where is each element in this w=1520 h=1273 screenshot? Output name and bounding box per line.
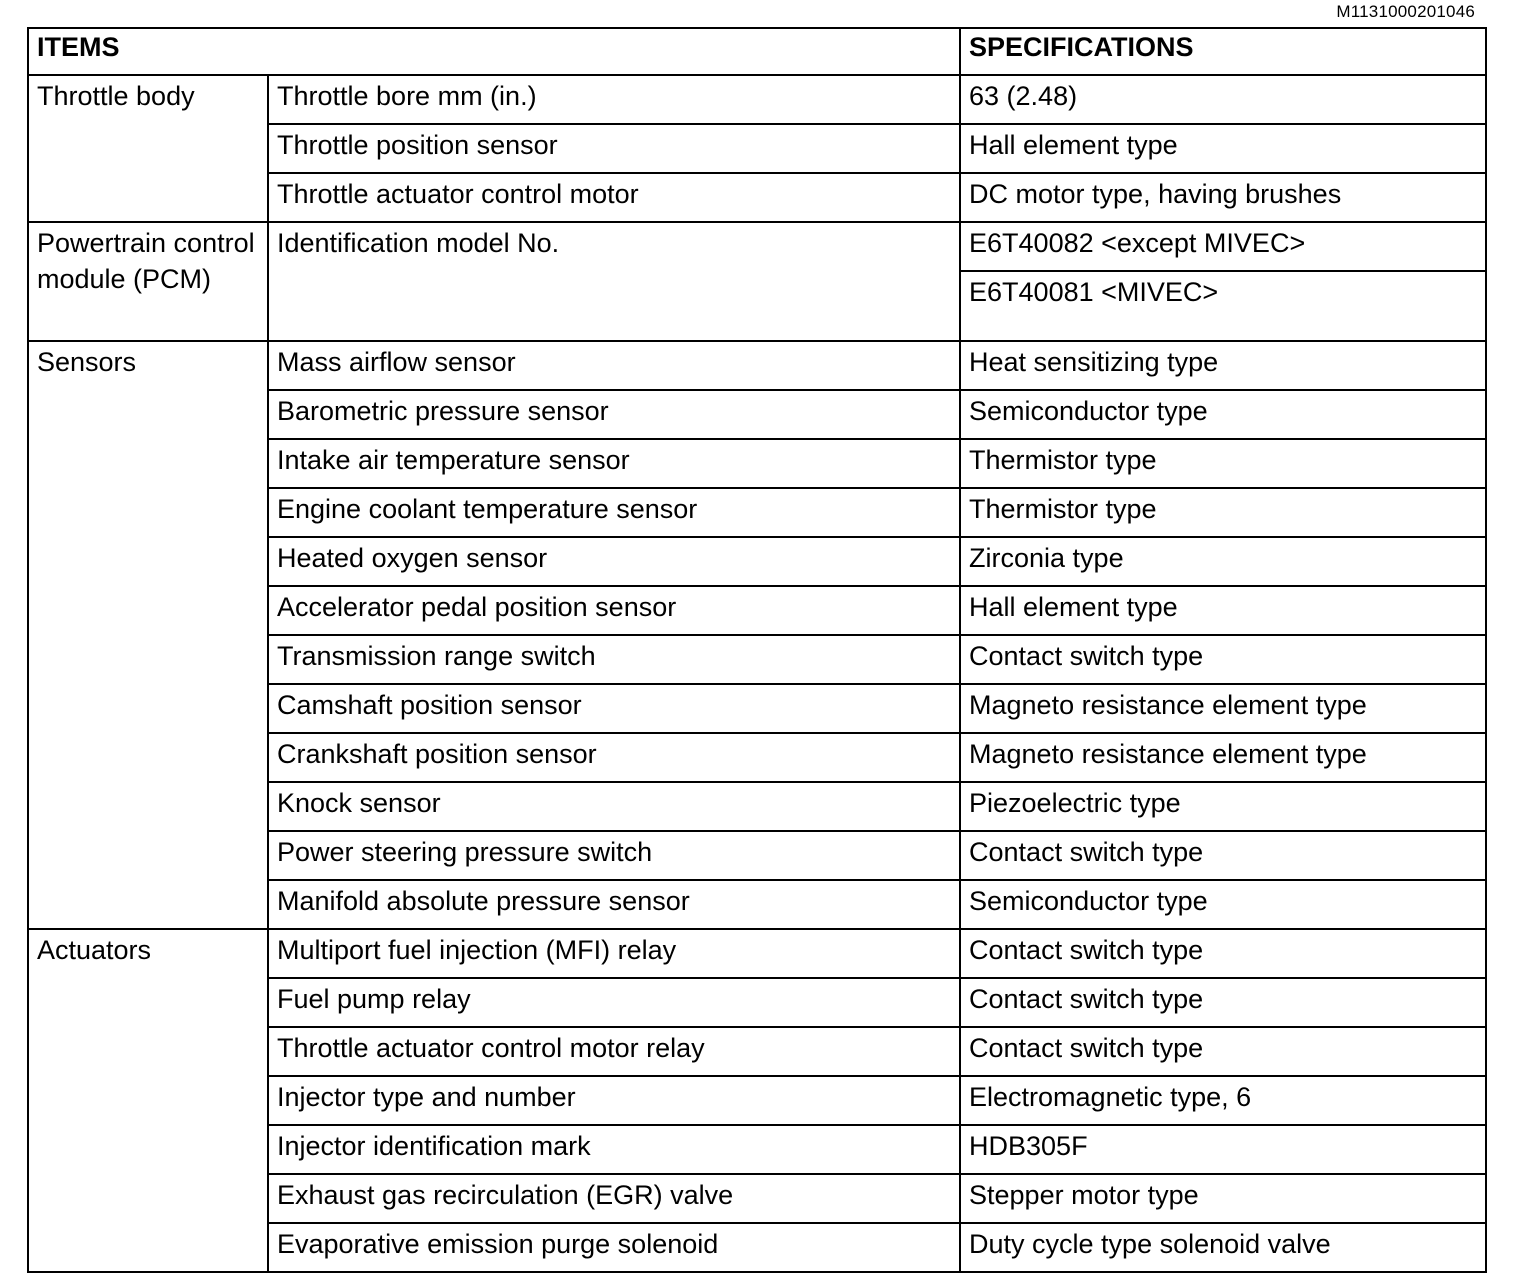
spec-cell: Hall element type — [960, 124, 1486, 173]
table-row — [28, 929, 1486, 978]
item-cell: Engine coolant temperature sensor — [268, 488, 960, 537]
spec-cell: 63 (2.48) — [960, 75, 1486, 124]
group-sensors: Sensors — [28, 341, 268, 929]
item-cell: Intake air temperature sensor — [268, 439, 960, 488]
item-cell: Throttle bore mm (in.) — [268, 75, 960, 124]
item-cell: Identification model No. — [268, 222, 960, 341]
spec-cell: Magneto resistance element type — [960, 684, 1486, 733]
spec-cell: E6T40081 <MIVEC> — [960, 271, 1486, 341]
item-cell: Throttle position sensor — [268, 124, 960, 173]
table-row — [28, 222, 1486, 271]
item-cell: Power steering pressure switch — [268, 831, 960, 880]
spec-cell: Contact switch type — [960, 635, 1486, 684]
specifications-table — [27, 27, 1487, 1273]
spec-cell: HDB305F — [960, 1125, 1486, 1174]
item-cell: Evaporative emission purge solenoid — [268, 1223, 960, 1272]
specifications-header: SPECIFICATIONS — [960, 28, 1486, 75]
document-id: M1131000201046 — [1336, 2, 1475, 21]
spec-cell: Piezoelectric type — [960, 782, 1486, 831]
spec-cell: Magneto resistance element type — [960, 733, 1486, 782]
item-cell: Knock sensor — [268, 782, 960, 831]
table-header-row — [28, 28, 1486, 75]
spec-cell: Contact switch type — [960, 831, 1486, 880]
item-cell: Injector type and number — [268, 1076, 960, 1125]
spec-cell: E6T40082 <except MIVEC> — [960, 222, 1486, 271]
spec-cell: Contact switch type — [960, 929, 1486, 978]
item-cell: Exhaust gas recirculation (EGR) valve — [268, 1174, 960, 1223]
item-cell: Throttle actuator control motor relay — [268, 1027, 960, 1076]
spec-cell: Semiconductor type — [960, 880, 1486, 929]
spec-cell: Hall element type — [960, 586, 1486, 635]
group-actuators: Actuators — [28, 929, 268, 1272]
item-cell: Barometric pressure sensor — [268, 390, 960, 439]
spec-cell: Heat sensitizing type — [960, 341, 1486, 390]
item-cell: Manifold absolute pressure sensor — [268, 880, 960, 929]
group-pcm: Powertrain control module (PCM) — [28, 222, 268, 341]
item-cell: Mass airflow sensor — [268, 341, 960, 390]
group-throttle-body: Throttle body — [28, 75, 268, 222]
spec-cell: Stepper motor type — [960, 1174, 1486, 1223]
spec-cell: Duty cycle type solenoid valve — [960, 1223, 1486, 1272]
item-cell: Fuel pump relay — [268, 978, 960, 1027]
spec-cell: Thermistor type — [960, 439, 1486, 488]
items-header: ITEMS — [28, 28, 960, 75]
item-cell: Injector identification mark — [268, 1125, 960, 1174]
item-cell: Multiport fuel injection (MFI) relay — [268, 929, 960, 978]
item-cell: Throttle actuator control motor — [268, 173, 960, 222]
spec-cell: Contact switch type — [960, 1027, 1486, 1076]
spec-cell: Electromagnetic type, 6 — [960, 1076, 1486, 1125]
item-cell: Heated oxygen sensor — [268, 537, 960, 586]
spec-cell: Zirconia type — [960, 537, 1486, 586]
item-cell: Transmission range switch — [268, 635, 960, 684]
table-row — [28, 75, 1486, 124]
spec-cell: DC motor type, having brushes — [960, 173, 1486, 222]
table-row — [28, 341, 1486, 390]
item-cell: Crankshaft position sensor — [268, 733, 960, 782]
spec-cell: Thermistor type — [960, 488, 1486, 537]
item-cell: Accelerator pedal position sensor — [268, 586, 960, 635]
spec-cell: Semiconductor type — [960, 390, 1486, 439]
item-cell: Camshaft position sensor — [268, 684, 960, 733]
spec-cell: Contact switch type — [960, 978, 1486, 1027]
